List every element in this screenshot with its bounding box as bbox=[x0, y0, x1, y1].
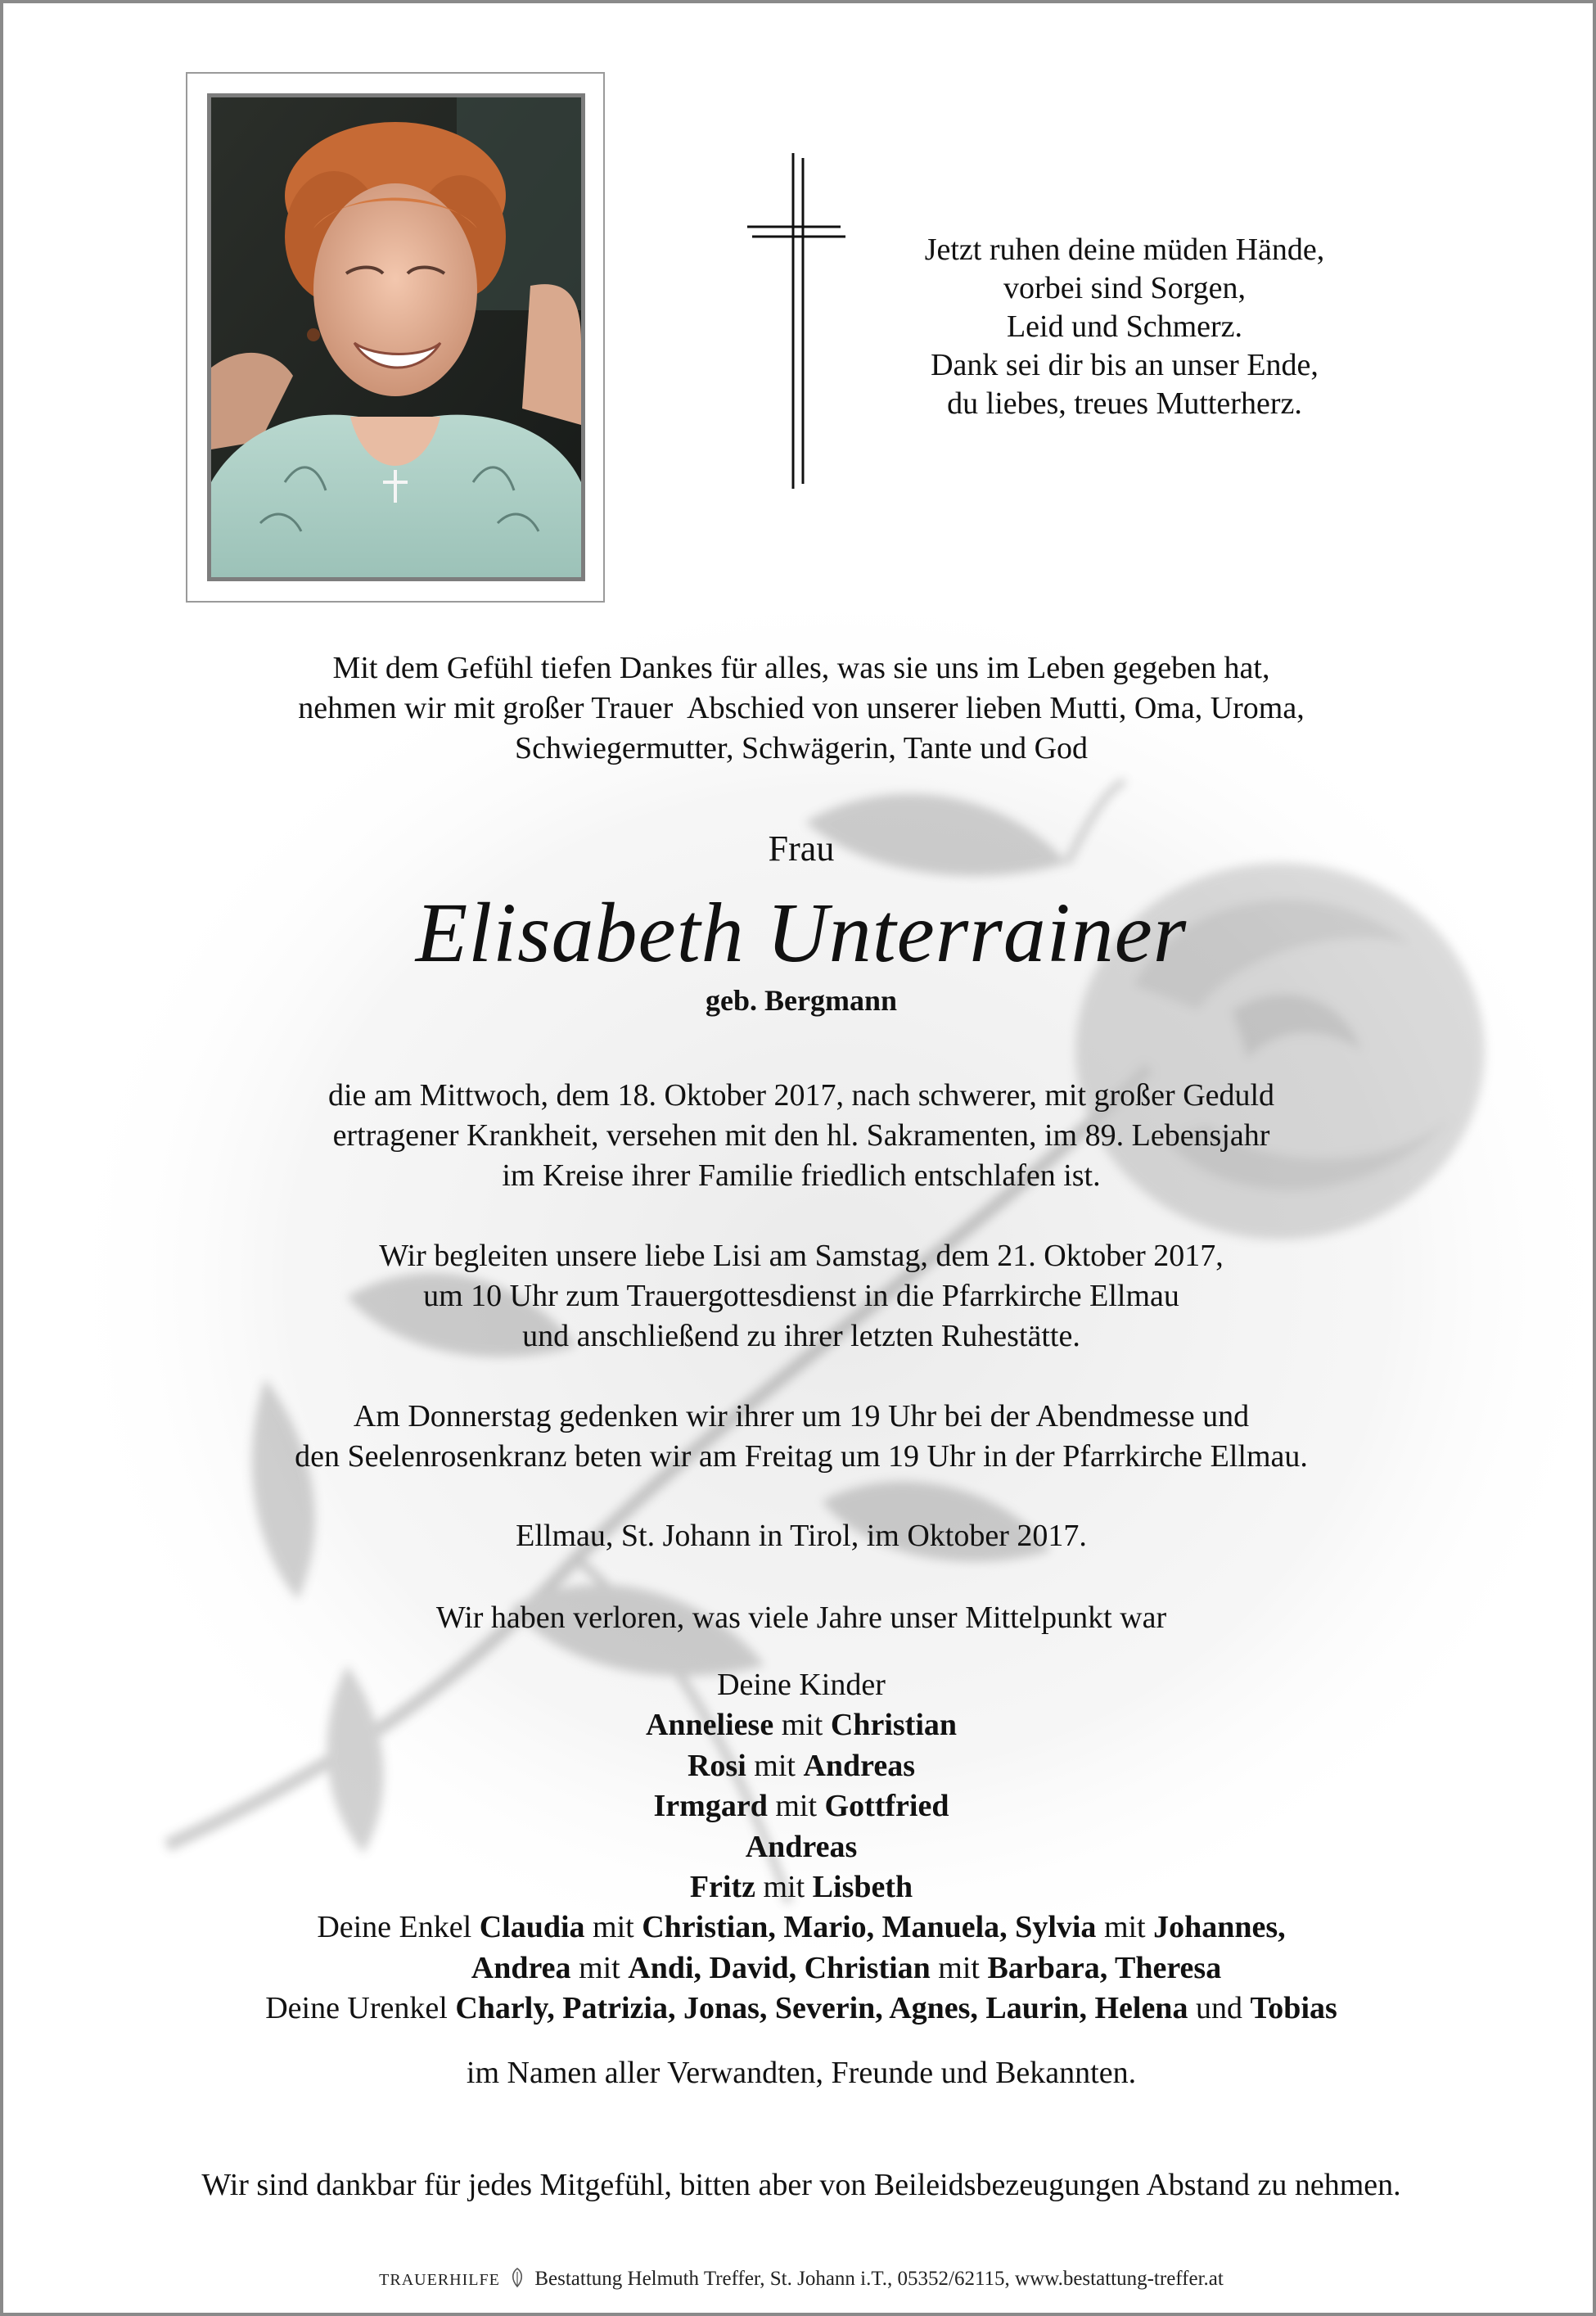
place-date-text: Ellmau, St. Johann in Tirol, im Oktober 2017. bbox=[516, 1519, 1087, 1553]
child-name: Irmgard bbox=[653, 1789, 768, 1824]
footer-brand: TRAUERHILFE bbox=[379, 2271, 500, 2289]
child-entry bbox=[85, 1746, 1517, 1786]
grandchildren-line-1 bbox=[85, 1907, 1517, 1948]
connector: mit bbox=[1096, 1910, 1154, 1945]
grandchildren-line-2 bbox=[85, 1948, 1517, 1989]
grandchild-names: Barbara, Theresa bbox=[987, 1950, 1222, 1985]
child-connector: mit bbox=[746, 1748, 804, 1783]
great-grandchild-names: Tobias bbox=[1250, 1991, 1337, 2026]
child-connector: mit bbox=[773, 1708, 831, 1743]
child-entry bbox=[85, 1705, 1517, 1745]
child-entry bbox=[85, 1867, 1517, 1907]
portrait-illustration bbox=[211, 97, 581, 577]
loss-line-text: Wir haben verloren, was viele Jahre unser Mittelpunkt war bbox=[435, 1600, 1167, 1635]
child-connector: mit bbox=[755, 1870, 813, 1905]
relatives-line-text: im Namen aller Verwandten, Freunde und Bekannten. bbox=[466, 2056, 1137, 2090]
portrait-photo bbox=[207, 93, 585, 581]
child-partner: Lisbeth bbox=[812, 1870, 913, 1905]
death-notice-line: ertragener Krankheit, versehen mit den hl. Sakramenten, im 89. Lebensjahr bbox=[332, 1118, 1270, 1153]
funeral-line: Wir begleiten unsere liebe Lisi am Samstag, dem 21. Oktober 2017, bbox=[379, 1239, 1224, 1273]
place-date bbox=[85, 1516, 1517, 1556]
child-entry bbox=[85, 1786, 1517, 1826]
intro-paragraph bbox=[85, 648, 1517, 769]
death-notice-line: die am Mittwoch, dem 18. Oktober 2017, nach schwerer, mit großer Geduld bbox=[327, 1078, 1275, 1113]
poem-verse bbox=[854, 231, 1395, 423]
intro-line: Schwiegermutter, Schwägerin, Tante und God bbox=[514, 731, 1089, 765]
grandchildren-label: Deine Enkel bbox=[317, 1910, 480, 1945]
salutation: Frau bbox=[768, 828, 835, 869]
grandchild-names: Andi, David, Christian bbox=[628, 1950, 931, 1985]
deceased-name: Elisabeth Unterrainer bbox=[415, 886, 1188, 980]
child-name: Anneliese bbox=[645, 1708, 774, 1743]
child-connector: mit bbox=[767, 1789, 825, 1824]
child-partner: Christian bbox=[830, 1708, 958, 1743]
connector: mit bbox=[570, 1950, 629, 1985]
death-notice-line: im Kreise ihrer Familie friedlich entschlafen ist. bbox=[502, 1158, 1101, 1193]
footer-undertaker bbox=[3, 2266, 1596, 2293]
birth-name: geb. Bergmann bbox=[706, 984, 897, 1017]
funeral-line: und anschließend zu ihrer letzten Ruhestätte. bbox=[522, 1319, 1080, 1353]
death-notice-paragraph bbox=[85, 1076, 1517, 1196]
grandchild-names: Claudia bbox=[479, 1910, 585, 1945]
poem-line: Dank sei dir bis an unser Ende, bbox=[931, 348, 1319, 382]
child-partner: Andreas bbox=[803, 1748, 916, 1783]
family-list bbox=[85, 1665, 1517, 2029]
child-name: Andreas bbox=[745, 1829, 858, 1864]
poem-line: Leid und Schmerz. bbox=[1006, 309, 1243, 344]
great-grandchildren-line bbox=[85, 1989, 1517, 2029]
child-partner: Gottfried bbox=[824, 1789, 949, 1824]
grandchild-names: Christian, Mario, Manuela, Sylvia bbox=[642, 1910, 1097, 1945]
funeral-paragraph bbox=[85, 1236, 1517, 1357]
relatives-line bbox=[85, 2053, 1517, 2093]
poem-line: du liebes, treues Mutterherz. bbox=[947, 386, 1302, 421]
poem-line: Jetzt ruhen deine müden Hände, bbox=[924, 233, 1325, 267]
children-label: Deine Kinder bbox=[717, 1668, 886, 1702]
connector: und bbox=[1188, 1991, 1251, 2026]
cross-icon bbox=[744, 153, 850, 489]
poem-line: vorbei sind Sorgen, bbox=[1003, 271, 1246, 305]
connector: mit bbox=[930, 1950, 988, 1985]
remembrance-line: den Seelenrosenkranz beten wir am Freitag um 19 Uhr in der Pfarrkirche Ellmau. bbox=[295, 1439, 1308, 1474]
child-entry bbox=[85, 1827, 1517, 1867]
gratitude-line bbox=[85, 2165, 1517, 2205]
great-grandchild-names: Charly, Patrizia, Jonas, Severin, Agnes, Laurin, Helena bbox=[455, 1991, 1188, 2026]
grandchild-names: Andrea bbox=[471, 1950, 571, 1985]
connector: mit bbox=[584, 1910, 642, 1945]
leaf-icon bbox=[508, 2267, 526, 2288]
intro-line: Mit dem Gefühl tiefen Dankes für alles, was sie uns im Leben gegeben hat, bbox=[332, 651, 1270, 685]
gratitude-line-text: Wir sind dankbar für jedes Mitgefühl, bitten aber von Beileidsbezeugungen Abstand zu nehmen. bbox=[201, 2168, 1401, 2202]
great-grandchildren-label: Deine Urenkel bbox=[265, 1991, 456, 2026]
footer-contact: Bestattung Helmuth Treffer, St. Johann i.T., 05352/62115, www.bestattung-treffer.at bbox=[534, 2268, 1224, 2290]
funeral-line: um 10 Uhr zum Trauergottesdienst in die Pfarrkirche Ellmau bbox=[423, 1279, 1179, 1313]
intro-line: nehmen wir mit großer Trauer Abschied von unserer lieben Mutti, Oma, Uroma, bbox=[298, 691, 1305, 725]
grandchild-names: Johannes, bbox=[1153, 1910, 1286, 1945]
portrait-frame bbox=[186, 72, 605, 603]
child-name: Rosi bbox=[687, 1748, 746, 1783]
remembrance-paragraph bbox=[85, 1397, 1517, 1477]
child-name: Fritz bbox=[689, 1870, 755, 1905]
loss-line bbox=[85, 1598, 1517, 1638]
remembrance-line: Am Donnerstag gedenken wir ihrer um 19 Uhr bei der Abendmesse und bbox=[353, 1399, 1250, 1433]
